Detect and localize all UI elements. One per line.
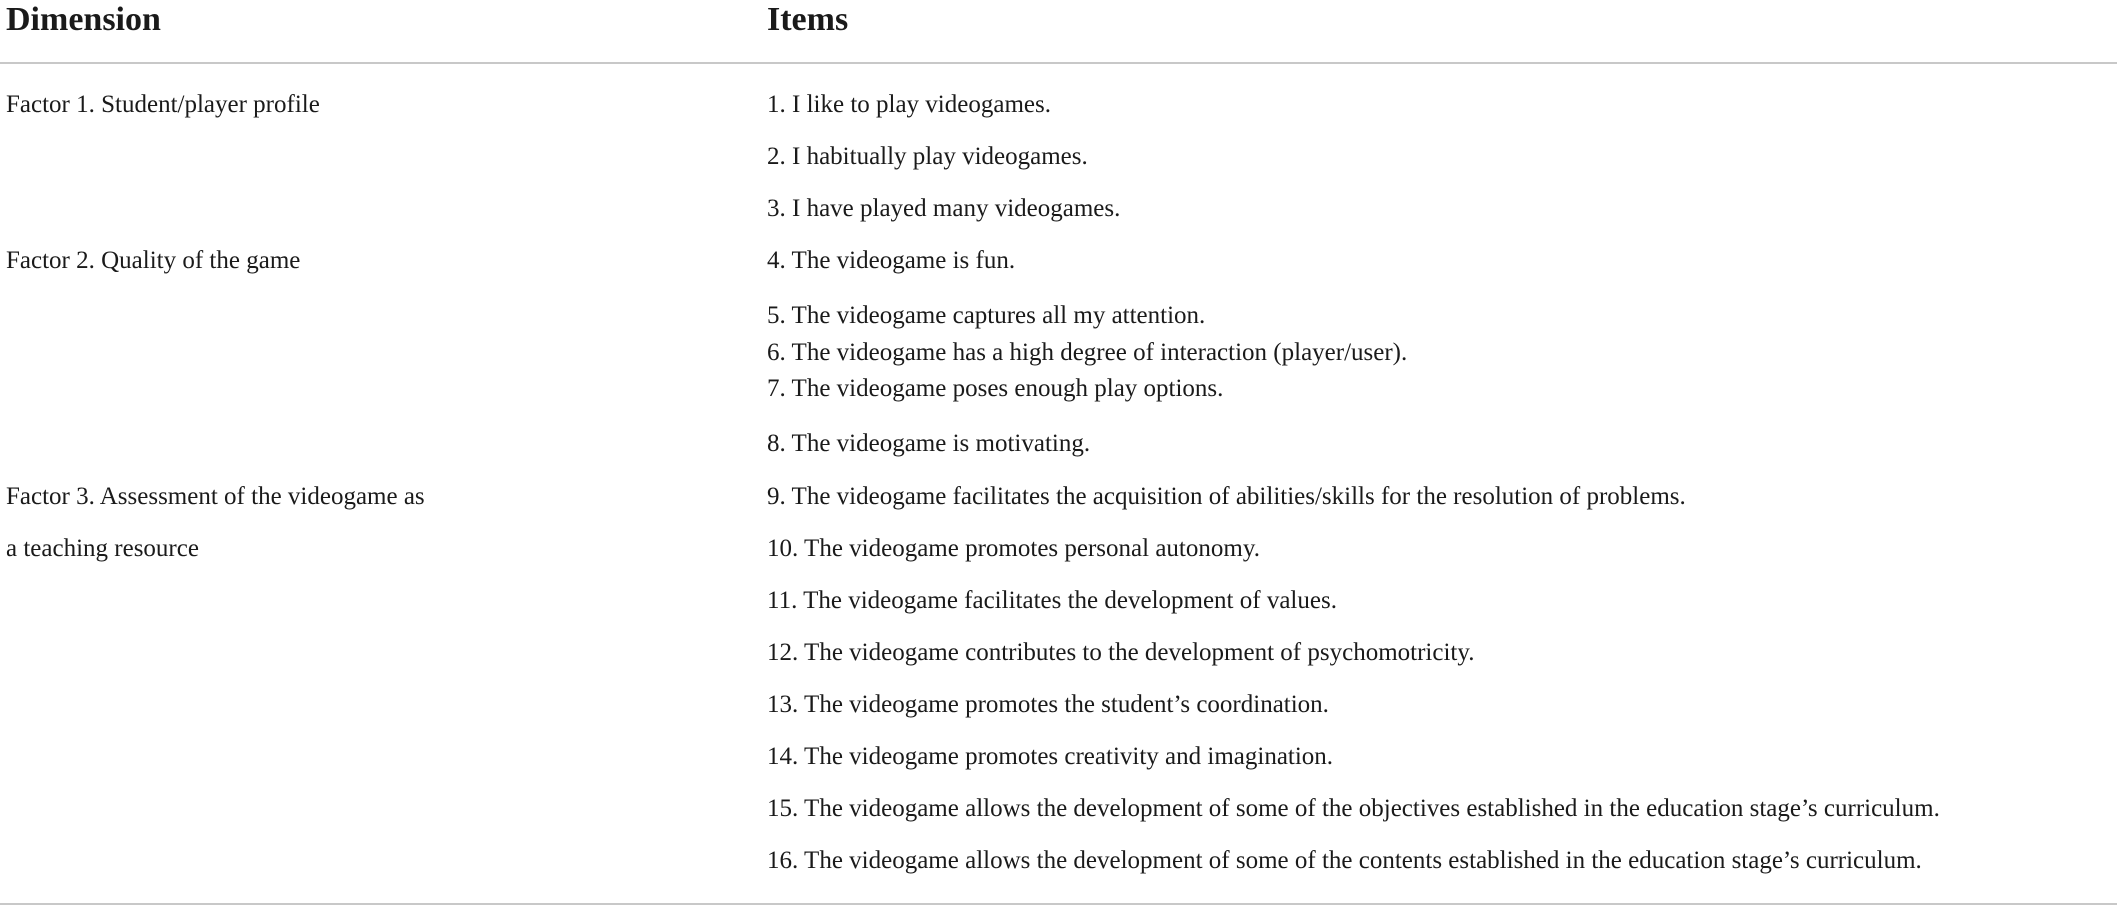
item-row: 2. I habitually play videogames. — [767, 143, 1088, 170]
item-row: 11. The videogame facilitates the development of values. — [767, 587, 1337, 614]
item-row: 3. I have played many videogames. — [767, 195, 1121, 222]
item-row: 14. The videogame promotes creativity and imagination. — [767, 743, 1334, 770]
column-header-dimension: Dimension — [6, 1, 161, 38]
column-header-items: Items — [767, 1, 849, 38]
item-row: 8. The videogame is motivating. — [767, 430, 1091, 457]
factor-3-label-line-2: a teaching resource — [6, 535, 199, 562]
item-row: 15. The videogame allows the development of some of the objectives established in the education stage’s curriculum. — [767, 795, 1940, 822]
factor-1-label: Factor 1. Student/player profile — [6, 91, 320, 118]
item-row: 9. The videogame facilitates the acquisition of abilities/skills for the resolution of problems. — [767, 483, 1686, 510]
item-row: 5. The videogame captures all my attention. — [767, 302, 1206, 329]
item-row: 7. The videogame poses enough play options. — [767, 375, 1224, 402]
item-row: 13. The videogame promotes the student’s coordination. — [767, 691, 1329, 718]
item-row: 6. The videogame has a high degree of interaction (player/user). — [767, 339, 1408, 366]
item-row: 12. The videogame contributes to the development of psychomotricity. — [767, 639, 1475, 666]
header-divider — [0, 62, 2117, 64]
item-row: 1. I like to play videogames. — [767, 91, 1051, 118]
factor-3-label-line-1: Factor 3. Assessment of the videogame as — [6, 483, 425, 510]
item-row: 16. The videogame allows the development of some of the contents established in the education stage’s curriculum. — [767, 847, 1922, 874]
table-bottom-divider — [0, 903, 2117, 905]
factor-2-label: Factor 2. Quality of the game — [6, 247, 301, 274]
item-row: 10. The videogame promotes personal autonomy. — [767, 535, 1260, 562]
item-row: 4. The videogame is fun. — [767, 247, 1016, 274]
